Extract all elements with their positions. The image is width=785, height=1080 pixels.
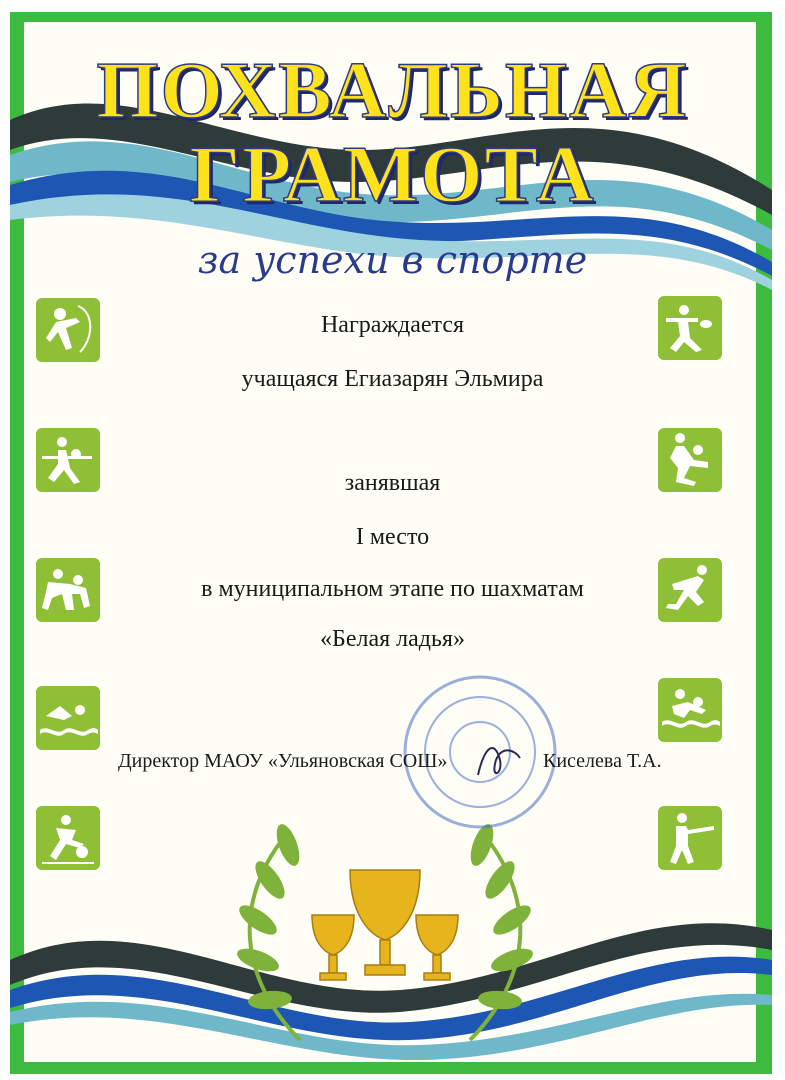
place-text: I место (355, 524, 430, 550)
director-name: Киселева Т.А. (543, 750, 662, 772)
running-icon (658, 558, 722, 622)
tournament-name: «Белая ладья» (320, 626, 465, 652)
wrestling-icon (36, 558, 100, 622)
recipient-name: учащаяся Егиазарян Эльмира (241, 366, 544, 392)
gymnastics-icon (36, 298, 100, 362)
swimming-icon (36, 686, 100, 750)
trophy-cups (312, 870, 458, 980)
awarded-text: Награждается (320, 312, 465, 338)
bowling-icon (36, 806, 100, 870)
placed-text: занявшая (344, 470, 441, 496)
director-position: Директор МАОУ «Ульяновская СОШ» (118, 750, 448, 772)
water-polo-icon (658, 678, 722, 742)
signature-scribble (478, 748, 520, 775)
certificate-title-line2: ГРАМОТА (189, 131, 596, 219)
shooting-icon (658, 806, 722, 870)
volleyball-icon (36, 428, 100, 492)
certificate-title-line1: ПОХВАЛЬНАЯ (96, 47, 689, 135)
event-text: в муниципальном этапе по шахматам (201, 576, 584, 602)
volleyball-spike-icon (658, 428, 722, 492)
certificate-subtitle: за успехи в спорте (197, 238, 588, 282)
table-tennis-icon (658, 296, 722, 360)
